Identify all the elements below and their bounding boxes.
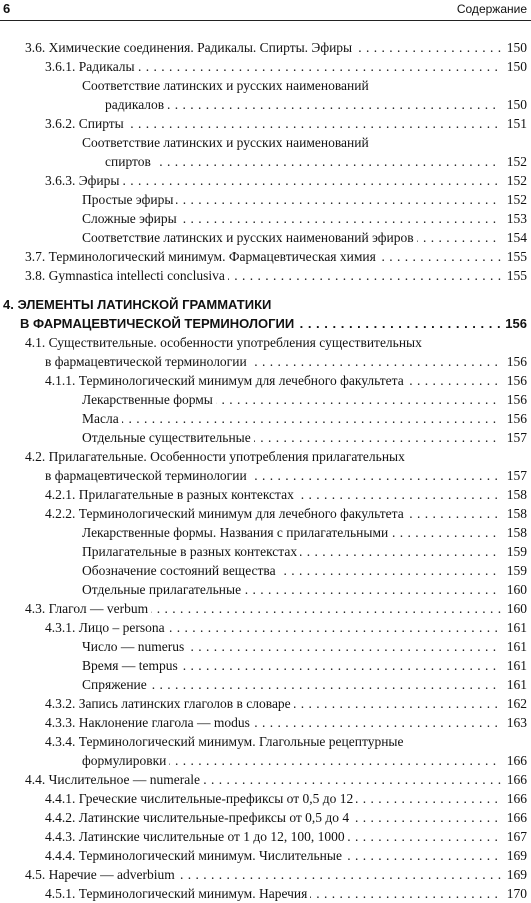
toc-entry[interactable] — [0, 713, 531, 732]
toc-entry[interactable] — [0, 38, 531, 57]
page-header — [0, 0, 531, 21]
toc-entry-title: Число — numerus — [82, 639, 187, 654]
toc-entry-leader — [82, 542, 501, 561]
toc-entry-title: 4.3.3. Наклонение глагола — modus — [45, 715, 253, 730]
toc-entry-title: 4.2.2. Терминологический минимум для лечебного факультета — [45, 506, 407, 521]
toc-entry[interactable] — [0, 314, 531, 333]
toc-entry-title: Сложные эфиры — [82, 211, 180, 226]
toc-entry[interactable] — [0, 266, 531, 285]
toc-entry[interactable] — [0, 485, 531, 504]
toc-entry-title: Спряжение — [82, 677, 150, 692]
toc-entry[interactable] — [0, 751, 531, 770]
toc-entry-leader — [82, 523, 501, 542]
running-title: Содержание — [456, 2, 527, 16]
toc-entry[interactable] — [0, 808, 531, 827]
toc-entry-page: 158 — [506, 506, 527, 521]
toc-entry-page: 169 — [506, 848, 527, 863]
toc-entry-page: 159 — [506, 563, 527, 578]
toc-entry-leader — [45, 171, 501, 190]
toc-entry-title: 4. ЭЛЕМЕНТЫ ЛАТИНСКОЙ ГРАММАТИКИ — [3, 297, 272, 312]
toc-entry[interactable] — [0, 152, 531, 171]
toc-entry-title: Соответствие латинских и русских наименований — [82, 135, 369, 150]
toc-entry-page: 166 — [506, 791, 527, 806]
toc-entry-page: 166 — [506, 772, 527, 787]
toc-entry[interactable] — [0, 428, 531, 447]
toc-entry-title: 3.6. Химические соединения. Радикалы. Спирты. Эфиры — [25, 40, 355, 55]
toc-entry-page: 152 — [506, 173, 527, 188]
toc-entry-leader — [45, 618, 501, 637]
toc-entry[interactable] — [0, 466, 531, 485]
toc-entry-leader — [45, 884, 501, 903]
toc-entry-leader — [45, 713, 501, 732]
toc-entry-page: 156 — [506, 373, 527, 388]
toc-entry-title: в фармацевтической терминологии — [45, 468, 250, 483]
toc-entry-title: 4.4.4. Терминологический минимум. Числительные — [45, 848, 345, 863]
toc-entry-page: 150 — [506, 97, 527, 112]
toc-entry-title: 4.4.1. Греческие числительные-префиксы от 0,5 до 12 — [45, 791, 356, 806]
toc-entry-title: Прилагательные в разных контекстах — [82, 544, 300, 559]
toc-entry-page: 156 — [506, 354, 527, 369]
toc-entry[interactable] — [0, 114, 531, 133]
toc-entry-page: 157 — [506, 468, 527, 483]
toc-entry[interactable] — [0, 675, 531, 694]
toc-entry[interactable] — [0, 732, 531, 751]
toc-entry-title: 4.3.4. Терминологический минимум. Глагольные рецептурные — [45, 734, 404, 749]
toc-entry-leader — [82, 390, 501, 409]
toc-entry-leader — [105, 152, 501, 171]
toc-entry-title: спиртов — [105, 154, 154, 169]
toc-entry-leader — [82, 209, 501, 228]
toc-entry[interactable] — [0, 656, 531, 675]
toc-entry-page: 158 — [506, 487, 527, 502]
toc-entry-leader — [82, 675, 501, 694]
toc-entry-title: 4.5. Наречие — adverbium — [25, 867, 178, 882]
toc-entry-page: 161 — [506, 620, 527, 635]
toc-entry[interactable] — [0, 209, 531, 228]
toc-entry[interactable] — [0, 390, 531, 409]
toc-entry-page: 156 — [506, 392, 527, 407]
toc-entry-leader — [45, 466, 501, 485]
toc-entry-leader — [82, 409, 501, 428]
toc-entry-page: 152 — [506, 192, 527, 207]
toc-entry-title: Обозначение состояний вещества — [82, 563, 279, 578]
table-of-contents — [0, 38, 531, 903]
toc-entry-leader — [82, 428, 501, 447]
toc-entry-leader — [82, 751, 501, 770]
toc-entry-leader — [25, 599, 501, 618]
toc-entry-page: 155 — [506, 268, 527, 283]
toc-entry-title: 4.4.2. Латинские числительные-префиксы от 0,5 до 4 — [45, 810, 352, 825]
toc-entry[interactable] — [0, 637, 531, 656]
toc-entry-leader — [82, 190, 501, 209]
toc-entry-title: 4.3. Глагол — verbum — [25, 601, 151, 616]
toc-entry-page: 150 — [506, 59, 527, 74]
toc-entry-leader — [25, 266, 501, 285]
toc-entry-leader — [45, 846, 501, 865]
toc-entry-leader — [105, 95, 501, 114]
toc-entry-title: 4.3.1. Лицо – persona — [45, 620, 168, 635]
toc-entry-page: 161 — [506, 658, 527, 673]
page-number: 6 — [3, 1, 11, 16]
toc-entry[interactable] — [0, 770, 531, 789]
toc-entry[interactable] — [0, 352, 531, 371]
toc-entry-page: 161 — [506, 639, 527, 654]
toc-entry[interactable] — [0, 371, 531, 390]
toc-entry-leader — [20, 314, 501, 333]
toc-entry[interactable] — [0, 57, 531, 76]
toc-entry-page: 158 — [506, 525, 527, 540]
toc-entry-page: 166 — [506, 753, 527, 768]
toc-entry-page: 159 — [506, 544, 527, 559]
toc-entry-title: Отдельные прилагательные — [82, 582, 244, 597]
toc-entry-title: 4.2. Прилагательные. Особенности употребления прилагательных — [25, 449, 405, 464]
toc-entry-title: Лекарственные формы. Названия с прилагательными — [82, 525, 391, 540]
toc-entry-page: 166 — [506, 810, 527, 825]
toc-entry-title: 3.6.2. Спирты — [45, 116, 127, 131]
toc-entry[interactable] — [0, 228, 531, 247]
toc-entry-leader — [45, 352, 501, 371]
toc-entry-leader — [45, 789, 501, 808]
toc-entry-title: 4.4. Числительное — numerale — [25, 772, 203, 787]
toc-entry-title: Соответствие латинских и русских наименований эфиров — [82, 230, 417, 245]
toc-entry[interactable] — [0, 827, 531, 846]
toc-entry-title: формулировки — [82, 753, 169, 768]
toc-entry-leader — [82, 656, 501, 675]
toc-entry-leader — [45, 827, 501, 846]
toc-entry-leader — [45, 504, 501, 523]
toc-entry-page: 156 — [506, 411, 527, 426]
toc-entry-leader — [82, 228, 501, 247]
toc-entry[interactable] — [0, 133, 531, 152]
toc-entry-title: 4.5.1. Терминологический минимум. Наречия — [45, 886, 310, 901]
toc-entry[interactable] — [0, 523, 531, 542]
toc-entry-page: 169 — [506, 867, 527, 882]
toc-entry-page: 162 — [506, 696, 527, 711]
toc-entry-page: 161 — [506, 677, 527, 692]
toc-entry[interactable] — [0, 865, 531, 884]
toc-entry-leader — [82, 580, 501, 599]
toc-entry-leader — [25, 247, 501, 266]
toc-entry-title: В ФАРМАЦЕВТИЧЕСКОЙ ТЕРМИНОЛОГИИ — [20, 316, 297, 331]
toc-entry-leader — [82, 637, 501, 656]
toc-entry-page: 151 — [506, 116, 527, 131]
toc-entry-page: 160 — [506, 582, 527, 597]
toc-entry-title: Отдельные существительные — [82, 430, 254, 445]
toc-entry-leader — [25, 38, 501, 57]
toc-entry[interactable] — [0, 409, 531, 428]
toc-entry[interactable] — [0, 295, 531, 314]
toc-entry-leader — [45, 57, 501, 76]
toc-entry-leader — [45, 485, 501, 504]
toc-entry[interactable] — [0, 846, 531, 865]
toc-entry-title: в фармацевтической терминологии — [45, 354, 250, 369]
toc-entry[interactable] — [0, 247, 531, 266]
toc-entry-leader — [25, 865, 501, 884]
toc-entry[interactable] — [0, 76, 531, 95]
toc-entry-leader — [45, 371, 501, 390]
toc-entry-page: 153 — [506, 211, 527, 226]
toc-entry[interactable] — [0, 171, 531, 190]
toc-entry-leader — [45, 114, 501, 133]
toc-entry-page: 170 — [506, 886, 527, 901]
toc-entry-leader — [25, 770, 501, 789]
toc-entry[interactable] — [0, 580, 531, 599]
toc-entry[interactable] — [0, 561, 531, 580]
toc-entry-title: 4.2.1. Прилагательные в разных контекстах — [45, 487, 297, 502]
toc-entry-title: Простые эфиры — [82, 192, 176, 207]
toc-entry-title: 3.8. Gymnastica intellecti conclusiva — [25, 268, 228, 283]
toc-entry-page: 154 — [506, 230, 527, 245]
toc-entry-page: 152 — [506, 154, 527, 169]
toc-entry-title: Лекарственные формы — [82, 392, 216, 407]
toc-entry[interactable] — [0, 618, 531, 637]
toc-entry[interactable] — [0, 599, 531, 618]
toc-entry[interactable] — [0, 447, 531, 466]
toc-entry-title: 3.6.1. Радикалы — [45, 59, 138, 74]
toc-entry-page: 160 — [506, 601, 527, 616]
toc-entry[interactable] — [0, 884, 531, 903]
toc-entry-title: 3.7. Терминологический минимум. Фармацевтическая химия — [25, 249, 379, 264]
toc-entry-title: 4.3.2. Запись латинских глаголов в словаре — [45, 696, 294, 711]
toc-entry-page: 157 — [506, 430, 527, 445]
toc-entry-page: 155 — [506, 249, 527, 264]
toc-entry-page: 167 — [506, 829, 527, 844]
section-gap — [0, 285, 531, 295]
toc-entry-title: 4.1.1. Терминологический минимум для лечебного факультета — [45, 373, 407, 388]
toc-entry-page: 163 — [506, 715, 527, 730]
toc-entry-title: Время — tempus — [82, 658, 181, 673]
toc-entry-leader — [45, 694, 501, 713]
toc-entry-title: Масла — [82, 411, 122, 426]
toc-entry-title: 4.4.3. Латинские числительные от 1 до 12, 100, 1000 — [45, 829, 348, 844]
toc-entry-page: 150 — [506, 40, 527, 55]
toc-entry[interactable] — [0, 190, 531, 209]
toc-entry[interactable] — [0, 333, 531, 352]
toc-entry-title: радикалов — [105, 97, 167, 112]
toc-entry-title: 3.6.3. Эфиры — [45, 173, 122, 188]
toc-entry[interactable] — [0, 504, 531, 523]
toc-entry-title: 4.1. Существительные. особенности употребления существительных — [25, 335, 422, 350]
toc-entry[interactable] — [0, 95, 531, 114]
toc-entry-leader — [45, 808, 501, 827]
toc-entry[interactable] — [0, 542, 531, 561]
toc-entry[interactable] — [0, 789, 531, 808]
toc-entry-leader — [82, 561, 501, 580]
toc-entry[interactable] — [0, 694, 531, 713]
toc-entry-title: Соответствие латинских и русских наименований — [82, 78, 369, 93]
toc-entry-page: 156 — [505, 316, 527, 331]
